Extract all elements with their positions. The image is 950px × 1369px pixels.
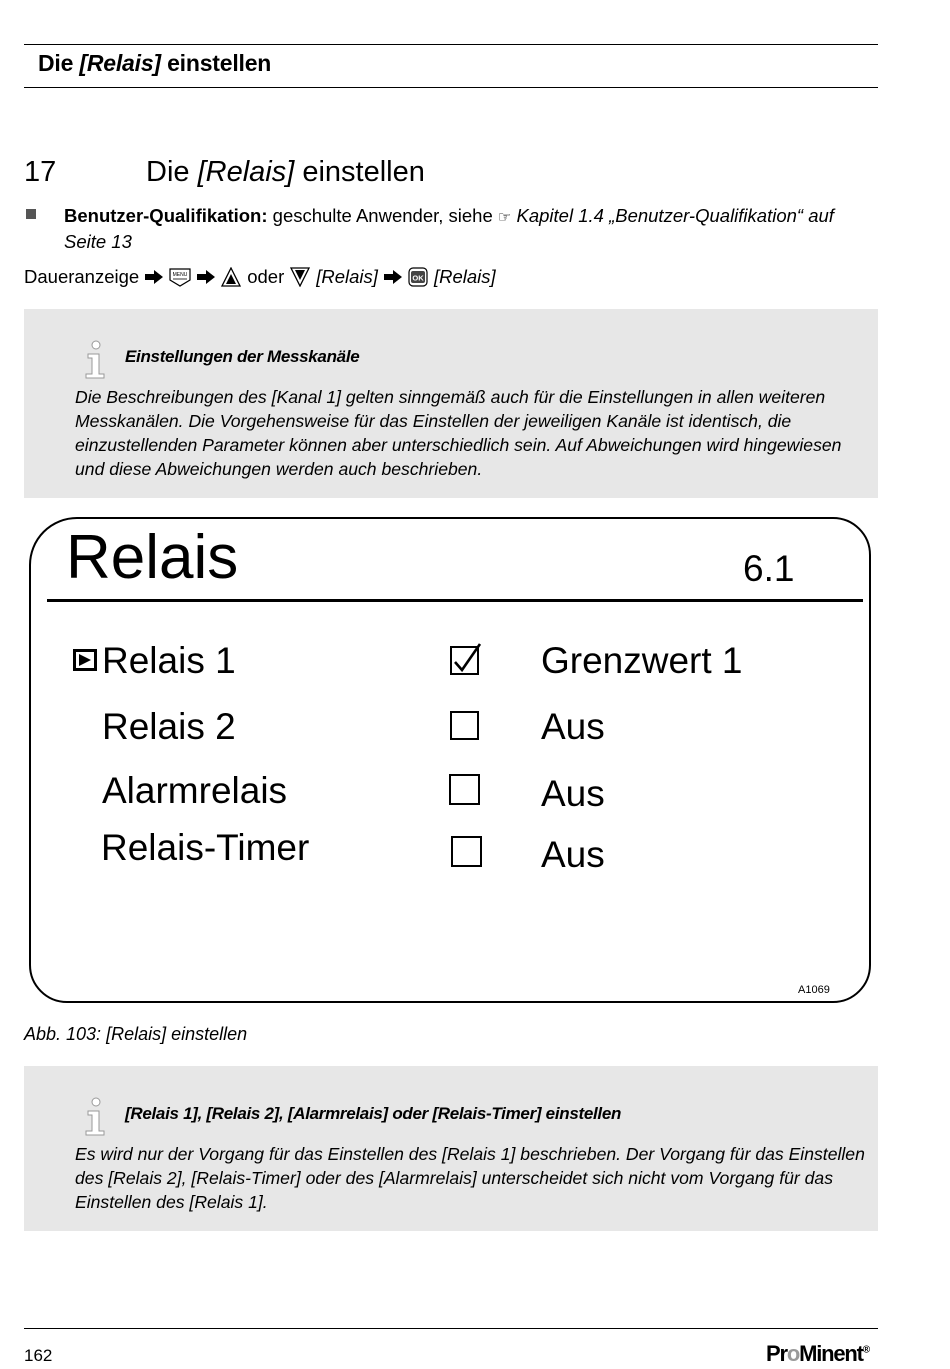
menu-key-icon [169, 267, 191, 287]
relay-row-label[interactable]: Alarmrelais [102, 770, 288, 811]
note-text: Es wird nur der Vorgang für das Einstellen des [Relais 1] beschrieben. Der Vorgang für das Einstellen des [Relais 2], [Relais-Timer] oder des [Alarmrelais] unterscheidet sich nicht vom Vorgang für das Einstellen des [Relais 1]. [75, 1144, 865, 1212]
svg-text:MENU: MENU [172, 272, 188, 278]
arrow-right-icon [197, 270, 215, 284]
figure-caption: Abb. 103: [Relais] einstellen [24, 1024, 248, 1044]
figure-code: A1069 [798, 984, 830, 996]
relay-row-value: Grenzwert 1 [541, 640, 743, 681]
svg-text:OK: OK [412, 273, 424, 283]
display-title: Relais [66, 523, 239, 592]
navigation-path [24, 266, 496, 288]
alarm-relay-checkbox[interactable] [449, 774, 480, 805]
note-title: Einstellungen der Messkanäle [125, 347, 360, 366]
info-note-box [24, 309, 878, 498]
display-menu-number: 6.1 [743, 548, 795, 589]
header-bottom-rule [24, 87, 878, 88]
info-icon [82, 340, 110, 380]
relay-row-label[interactable]: Relais-Timer [101, 827, 310, 868]
info-icon [82, 1097, 110, 1137]
chapter-title: Die [Relais] einstellen [146, 156, 425, 188]
check-icon [450, 642, 484, 676]
ok-key-icon [408, 267, 428, 287]
bullet-square-icon [26, 209, 36, 219]
note-text: Die Beschreibungen des [Kanal 1] gelten sinngemäß auch für die Einstellungen in allen weiteren Messkanälen. Die Vorgehensweise für das Einstellen der jeweiligen Kanäle ist identisch, die einzustellenden Parameter können aber unterschiedlich sein. Auf Abweichungen wird hingewiesen und diese Abweichungen werden auch beschrieben. [75, 387, 842, 479]
arrow-right-icon [384, 270, 402, 284]
running-header: Die [Relais] einstellen [38, 50, 272, 76]
up-key-icon [221, 267, 241, 287]
relay-row-label[interactable]: Relais 2 [102, 706, 236, 747]
relay-2-checkbox[interactable] [450, 711, 479, 740]
qualification-line: Benutzer-Qualifikation: geschulte Anwender, siehe ☞ Kapitel 1.4 „Benutzer-Qualifikation“ auf Seite 13 [64, 205, 834, 252]
relay-row-value: Aus [541, 706, 605, 747]
footer-rule [24, 1328, 878, 1329]
relay-1-checkbox[interactable] [450, 646, 479, 675]
prominent-logo: ProMinent® [766, 1341, 871, 1366]
note-title: [Relais 1], [Relais 2], [Alarmrelais] oder [Relais-Timer] einstellen [125, 1104, 622, 1123]
header-top-rule [24, 44, 878, 45]
relay-row-value: Aus [541, 834, 605, 875]
info-note-box [24, 1066, 878, 1231]
down-key-icon [290, 267, 310, 287]
relay-row-value: Aus [541, 773, 605, 814]
nav-item-relais-ok: [Relais] [433, 266, 496, 287]
relay-row-label[interactable]: Relais 1 [102, 640, 236, 681]
display-title-rule [47, 599, 863, 602]
hand-pointer-icon: ☞ [497, 209, 512, 226]
nav-or: oder [247, 266, 285, 287]
selection-pointer-icon [73, 649, 97, 671]
nav-start: Daueranzeige [24, 266, 140, 287]
page-number: 162 [24, 1346, 53, 1365]
chapter-link[interactable]: Kapitel 1.4 „Benutzer-Qualifikation“ auf Seite 13 [64, 205, 834, 252]
arrow-right-icon [145, 270, 163, 284]
relay-timer-checkbox[interactable] [451, 836, 482, 867]
nav-item-relais: [Relais] [316, 266, 378, 287]
chapter-number: 17 [24, 156, 57, 188]
